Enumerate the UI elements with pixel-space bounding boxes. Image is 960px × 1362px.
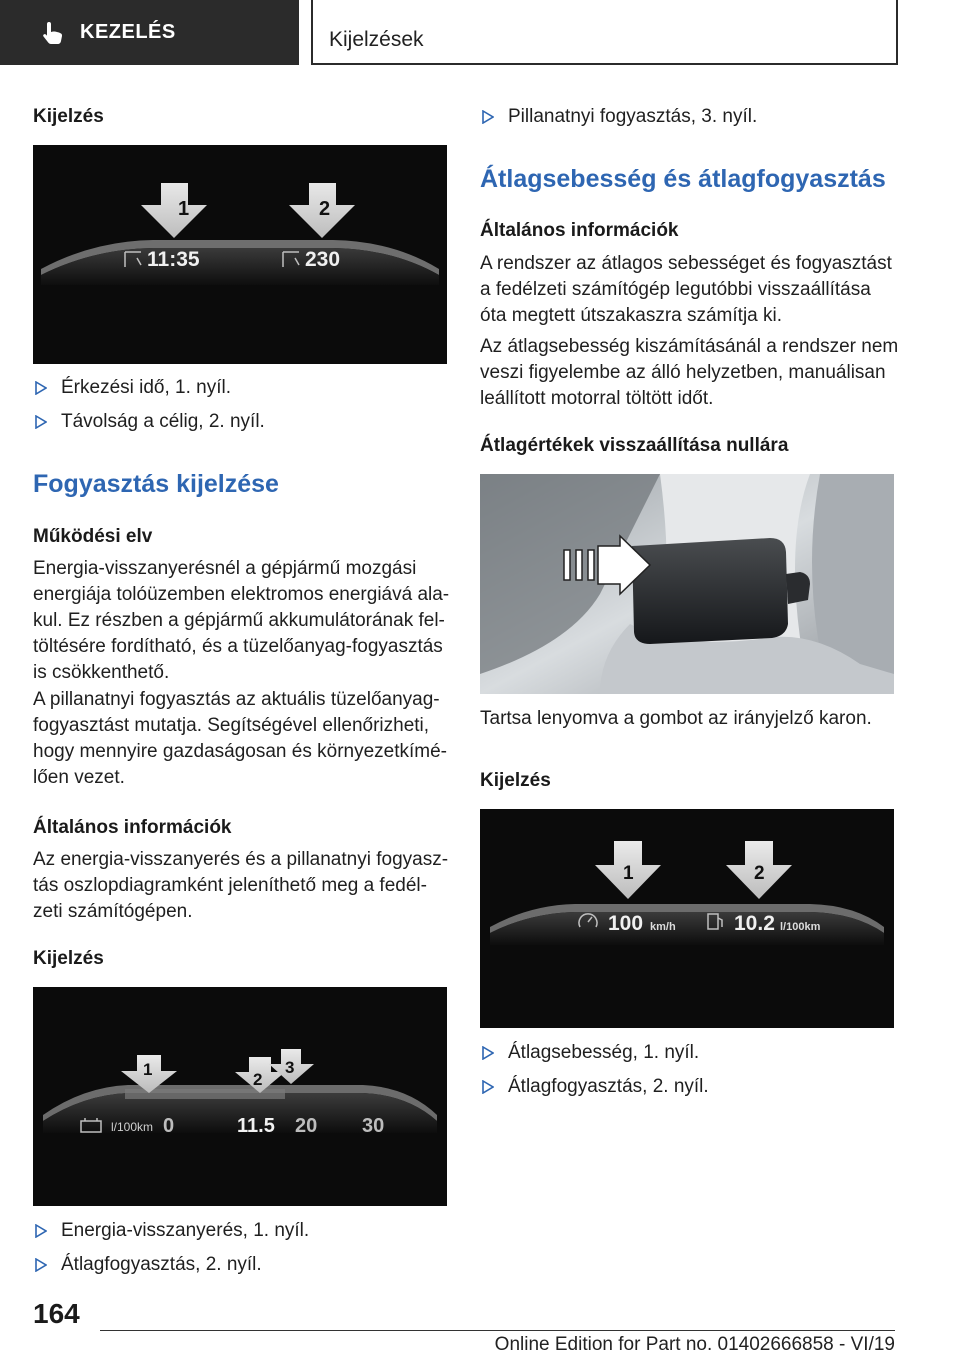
triangle-bullet-icon: [35, 1258, 47, 1272]
turn-signal-lever-image: [480, 474, 894, 694]
triangle-bullet-icon: [35, 381, 47, 395]
average-speed: 100: [608, 912, 644, 935]
triangle-bullet-icon: [482, 110, 494, 124]
triangle-bullet-icon: [482, 1080, 494, 1094]
reset-heading: Átlagértékek visszaállítása nullára: [480, 435, 789, 456]
list-item: [33, 411, 265, 433]
current-consumption: 11.5: [237, 1115, 275, 1137]
section-title: Fogyasztás kijelzése: [33, 470, 279, 498]
arrow-2-label: 2: [319, 198, 331, 220]
average-display-image: [480, 809, 894, 1028]
general-paragraph: Az energia-visszanyerés és a pillanatnyi fogyasz‐ tás oszlopdiagramként jeleníthető meg a fedél‐ zeti számítógépen.: [33, 849, 449, 922]
fuel-unit: l/100km: [780, 921, 821, 933]
bullet-text: Átlagfogyasztás, 2. nyíl.: [61, 1254, 262, 1275]
bullet-text: Érkezési idő, 1. nyíl.: [61, 377, 232, 398]
arrow-1-label: 1: [178, 198, 190, 220]
page-number: 164: [33, 1298, 80, 1329]
display1-heading: Kijelzés: [33, 106, 104, 127]
general-paragraph: A rendszer az átlagos sebességet és fogyasztást a fedélzeti számítógép legutóbbi visszaállítása óta megtett útszakaszra számítja ki.: [480, 253, 892, 326]
arrow-2-label: 2: [754, 863, 765, 884]
footer-divider: [100, 1330, 895, 1331]
list-item: [33, 377, 231, 399]
scale-30: 30: [362, 1115, 385, 1137]
scale-0: 0: [163, 1115, 175, 1137]
bullet-text: Energia-visszanyerés, 1. nyíl.: [61, 1220, 310, 1241]
display1-image: [33, 145, 447, 364]
scale-20: 20: [295, 1115, 318, 1137]
hand-pointer-icon: [40, 20, 66, 46]
chapter-label: Kijelzések: [329, 28, 424, 51]
section-title: Átlagsebesség és átlagfogyasztás: [480, 165, 886, 193]
bullet-text: Pillanatnyi fogyasztás, 3. nyíl.: [508, 106, 758, 127]
reset-instruction: Tartsa lenyomva a gombot az irányjelző karon.: [480, 708, 872, 729]
consumption-paragraph: A pillanatnyi fogyasztás az aktuális tüzelőanyag- fogyasztást mutatja. Segítségével ellenőrizheti, hogy mennyire gazdaságosan és környezetkímé‐ lően vezet.: [33, 689, 448, 788]
display2-heading: Kijelzés: [33, 948, 104, 969]
triangle-bullet-icon: [35, 415, 47, 429]
display2-image: [33, 987, 447, 1206]
note-paragraph: Az átlagsebesség kiszámításánál a rendszer nem veszi figyelembe az álló helyzetben, manuálisan leállított motorral töltött időt.: [480, 336, 899, 409]
general-heading: Általános információk: [480, 220, 679, 241]
unit-label: l/100km: [111, 1120, 154, 1134]
bullet-text: Átlagsebesség, 1. nyíl.: [508, 1042, 700, 1063]
speed-unit: km/h: [650, 921, 676, 933]
principle-paragraph: Energia-visszanyerésnél a gépjármű mozgási energiája tolóüzemben elektromos energiává ala‐ kul. Ez részben a gépjármű akkumulátorának fel‐ töltésére fordítható, és a tüzelőanyag-fogyasztás is csökkenthető.: [33, 558, 450, 683]
bullet-text: Átlagfogyasztás, 2. nyíl.: [508, 1076, 709, 1097]
arrow-3-label: 3: [285, 1058, 295, 1077]
arrow-1-label: 1: [623, 863, 634, 884]
chapter-header: [311, 0, 898, 65]
general-heading: Általános információk: [33, 817, 232, 838]
arrival-time: 11:35: [147, 248, 200, 271]
triangle-bullet-icon: [482, 1046, 494, 1060]
triangle-bullet-icon: [35, 1224, 47, 1238]
section-tab[interactable]: [0, 0, 299, 65]
arrow-2-label: 2: [253, 1070, 263, 1089]
display-heading: Kijelzés: [480, 770, 551, 791]
list-item: [33, 1254, 262, 1276]
distance-value: 230: [305, 248, 341, 271]
edition-text: Online Edition for Part no. 01402666858 - VI/19: [494, 1334, 895, 1355]
list-item: [480, 106, 757, 128]
average-fuel: 10.2: [734, 912, 775, 935]
list-item: [480, 1042, 699, 1064]
list-item: [33, 1220, 309, 1242]
list-item: [480, 1076, 709, 1098]
section-label: KEZELÉS: [80, 21, 176, 43]
arrow-1-label: 1: [143, 1060, 153, 1079]
bullet-text: Távolság a célig, 2. nyíl.: [61, 411, 265, 432]
principle-heading: Működési elv: [33, 526, 153, 547]
